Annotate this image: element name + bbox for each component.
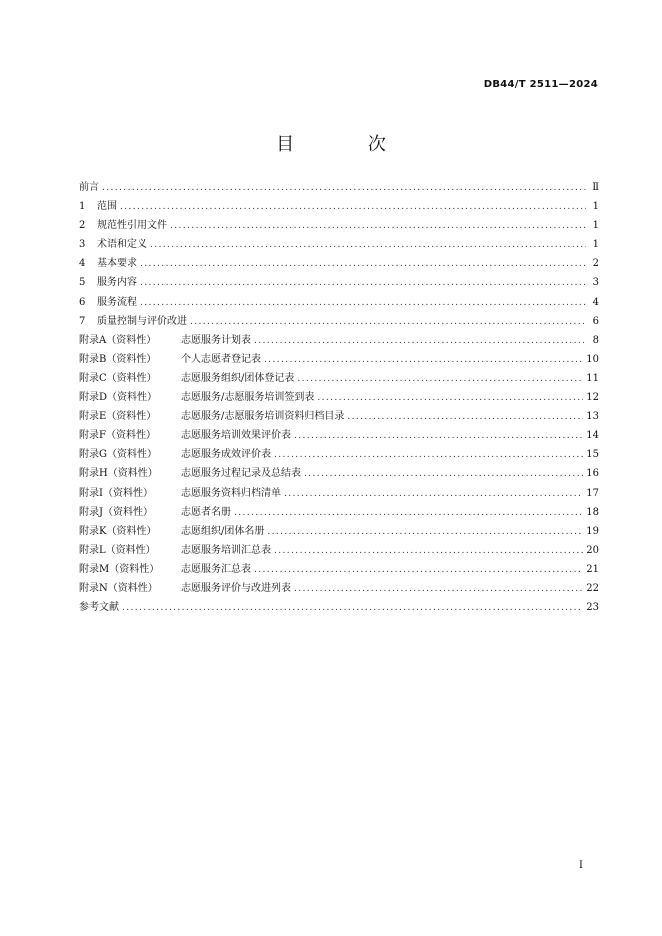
- toc-leader: [150, 236, 586, 255]
- toc-entry[interactable]: [79, 254, 599, 273]
- toc-entry-appendix[interactable]: [79, 350, 599, 369]
- toc-leader: [274, 446, 583, 465]
- toc-entry-appendix[interactable]: [79, 369, 599, 388]
- toc-entry[interactable]: [79, 216, 599, 235]
- toc-leader: [317, 389, 583, 408]
- appendix-prefix: 附录C（资料性）: [79, 372, 157, 384]
- appendix-prefix: 附录K（资料性）: [79, 525, 157, 537]
- toc-entry-appendix[interactable]: [79, 426, 599, 445]
- toc-page: 15: [586, 449, 599, 461]
- toc-entry-appendix[interactable]: [79, 541, 599, 560]
- toc-label: 志愿组织/团体名册: [181, 525, 265, 537]
- toc-number: 7: [79, 315, 86, 327]
- toc-label: 志愿服务培训汇总表: [181, 544, 271, 556]
- toc-page: 13: [586, 411, 599, 423]
- toc-page: 19: [586, 525, 599, 537]
- toc-number: 1: [79, 201, 86, 213]
- toc-leader: [254, 332, 586, 351]
- toc-entry-appendix[interactable]: [79, 560, 599, 579]
- toc-entry-appendix[interactable]: [79, 579, 599, 598]
- toc-leader: [304, 465, 583, 484]
- toc-label: 范围: [97, 201, 117, 213]
- toc-page: 20: [586, 544, 599, 556]
- toc-entry[interactable]: [79, 197, 599, 216]
- appendix-prefix: 附录I（资料性）: [79, 487, 153, 499]
- toc-leader: [140, 294, 586, 313]
- toc-leader: [294, 580, 583, 599]
- toc-leader: [140, 274, 586, 293]
- toc-page: 23: [586, 602, 599, 614]
- toc-page: 1: [592, 220, 599, 232]
- toc-label: 志愿服务评价与改进列表: [181, 582, 291, 594]
- toc-entry-appendix[interactable]: [79, 388, 599, 407]
- toc-entry-appendix[interactable]: [79, 331, 599, 350]
- toc-label: 志愿服务/志愿服务培训资料归档目录: [181, 411, 345, 423]
- toc-label: 志愿服务培训效果评价表: [181, 430, 291, 442]
- toc-leader: [190, 313, 586, 332]
- appendix-prefix: 附录E（资料性）: [79, 411, 157, 423]
- appendix-prefix: 附录H（资料性）: [79, 468, 158, 480]
- toc-label: 参考文献: [79, 602, 119, 614]
- toc-entry-foreword[interactable]: [79, 178, 599, 197]
- table-of-contents: [79, 178, 599, 617]
- toc-entry-appendix[interactable]: [79, 503, 599, 522]
- toc-leader: [267, 523, 583, 542]
- page-number: I: [579, 860, 583, 871]
- toc-label: 服务流程: [97, 296, 137, 308]
- toc-page: 22: [586, 582, 599, 594]
- toc-page: 14: [586, 430, 599, 442]
- toc-page: 11: [586, 372, 599, 384]
- appendix-prefix: 附录B（资料性）: [79, 353, 157, 365]
- toc-label: 志愿服务组织/团体登记表: [181, 372, 295, 384]
- toc-label: 质量控制与评价改进: [97, 315, 187, 327]
- appendix-prefix: 附录N（资料性）: [79, 582, 158, 594]
- toc-entry[interactable]: [79, 312, 599, 331]
- toc-label: 志愿服务资料归档清单: [181, 487, 281, 499]
- toc-page: 21: [586, 563, 599, 575]
- toc-leader: [264, 351, 583, 370]
- toc-page: 10: [586, 353, 599, 365]
- appendix-prefix: 附录F（资料性）: [79, 430, 156, 442]
- toc-number: 6: [79, 296, 86, 308]
- toc-entry-references[interactable]: [79, 598, 599, 617]
- toc-entry[interactable]: [79, 293, 599, 312]
- toc-label: 志愿服务计划表: [181, 334, 251, 346]
- toc-entry-appendix[interactable]: [79, 407, 599, 426]
- toc-page: 18: [586, 506, 599, 518]
- toc-leader: [297, 370, 583, 389]
- toc-page: 3: [592, 277, 599, 289]
- toc-page: 6: [592, 315, 599, 327]
- toc-page: 16: [586, 468, 599, 480]
- toc-label: 志愿服务成效评价表: [181, 449, 271, 461]
- toc-leader: [284, 485, 583, 504]
- toc-page: 4: [592, 296, 599, 308]
- page-title: 目 次: [276, 134, 420, 155]
- document-code: DB44/T 2511—2024: [483, 79, 598, 90]
- toc-leader: [294, 427, 583, 446]
- toc-label: 服务内容: [97, 277, 137, 289]
- toc-label: 前言: [79, 182, 99, 193]
- toc-entry-appendix[interactable]: [79, 522, 599, 541]
- toc-entry-appendix[interactable]: [79, 445, 599, 464]
- toc-leader: [274, 542, 583, 561]
- toc-page: Ⅱ: [592, 182, 599, 193]
- toc-page: 12: [586, 392, 599, 404]
- toc-number: 4: [79, 258, 86, 270]
- toc-page: 2: [592, 258, 599, 270]
- toc-number: 5: [79, 277, 86, 289]
- appendix-prefix: 附录M（资料性）: [79, 563, 160, 575]
- toc-number: 3: [79, 239, 86, 251]
- toc-leader: [170, 217, 586, 236]
- toc-leader: [122, 599, 583, 618]
- toc-label: 术语和定义: [97, 239, 147, 251]
- toc-leader: [347, 408, 583, 427]
- toc-leader: [234, 504, 583, 523]
- toc-label: 志愿者名册: [181, 506, 231, 518]
- toc-label: 志愿服务过程记录及总结表: [181, 468, 301, 480]
- toc-number: 2: [79, 220, 86, 232]
- toc-label: 志愿服务/志愿服务培训签到表: [181, 392, 315, 404]
- toc-leader: [140, 255, 586, 274]
- toc-entry-appendix[interactable]: [79, 484, 599, 503]
- toc-page: 17: [586, 487, 599, 499]
- toc-page: 8: [592, 334, 599, 346]
- toc-label: 个人志愿者登记表: [181, 353, 261, 365]
- toc-page: 1: [592, 201, 599, 213]
- appendix-prefix: 附录G（资料性）: [79, 449, 157, 461]
- appendix-prefix: 附录A（资料性）: [79, 334, 157, 346]
- toc-entry[interactable]: [79, 235, 599, 254]
- toc-page: 1: [592, 239, 599, 251]
- appendix-prefix: 附录L（资料性）: [79, 544, 156, 556]
- toc-label: 基本要求: [97, 258, 137, 270]
- toc-label: 志愿服务汇总表: [181, 563, 251, 575]
- toc-leader: [102, 179, 586, 198]
- toc-entry-appendix[interactable]: [79, 464, 599, 483]
- toc-leader: [254, 561, 583, 580]
- appendix-prefix: 附录J（资料性）: [79, 506, 154, 518]
- appendix-prefix: 附录D（资料性）: [79, 392, 158, 404]
- toc-entry[interactable]: [79, 273, 599, 292]
- toc-label: 规范性引用文件: [97, 220, 167, 232]
- toc-leader: [120, 198, 586, 217]
